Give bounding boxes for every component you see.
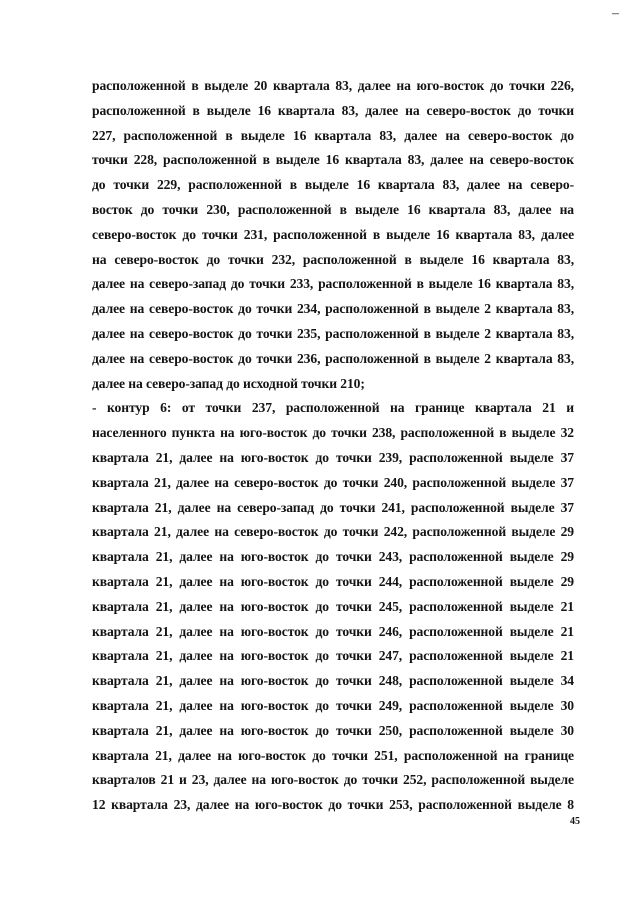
text-line: северо-восток до точки 231, расположенной в выделе 16 квартала 83, далее [92,226,574,242]
text-line: квартала 21, далее на юго-восток до точки 251, расположенной на границе [92,747,574,763]
text-line: до точки 229, расположенной в выделе 16 квартала 83, далее на северо- [92,177,574,193]
text-line: квартала 21, далее на юго-восток до точки 245, расположенной выделе 21 [92,598,574,614]
text-line: квартала 21, далее на северо-запад до точки 241, расположенной выделе 37 [92,499,574,515]
text-line: квартала 21, далее на юго-восток до точки 244, расположенной выделе 29 [92,573,574,589]
text-line: расположенной в выделе 20 квартала 83, далее на юго-восток до точки 226, [92,78,574,93]
text-line: квартала 21, далее на юго-восток до точки 243, расположенной выделе 29 [92,549,574,565]
text-line: - контур 6: от точки 237, расположенной на границе квартала 21 и [92,400,574,416]
text-line: далее на северо-восток до точки 236, расположенной в выделе 2 квартала 83, [92,350,574,366]
text-line: 227, расположенной в выделе 16 квартала 83, далее на северо-восток до [92,127,574,143]
text-line: восток до точки 230, расположенной в выделе 16 квартала 83, далее на [92,201,574,217]
text-line: квартала 21, далее на юго-восток до точки 249, расположенной выделе 30 [92,697,574,713]
text-line: далее на северо-запад до исходной точки 210; [92,375,365,391]
text-line: квартала 21, далее на юго-восток до точки 239, расположенной выделе 37 [92,449,574,465]
text-line: далее на северо-восток до точки 234, расположенной в выделе 2 квартала 83, [92,301,574,317]
text-line: квартала 21, далее на северо-восток до точки 242, расположенной выделе 29 [92,524,574,540]
page-number: 45 [570,816,580,827]
text-line: населенного пункта на юго-восток до точки 238, расположенной в выделе 32 [92,425,574,441]
text-line: 12 квартала 23, далее на юго-восток до точки 253, расположенной выделе 8 [92,797,574,813]
text-line: далее на северо-восток до точки 235, расположенной в выделе 2 квартала 83, [92,325,574,341]
text-line: точки 228, расположенной в выделе 16 квартала 83, далее на северо-восток [92,152,574,168]
text-line: квартала 21, далее на юго-восток до точки 248, расположенной выделе 34 [92,673,574,689]
text-line: далее на северо-запад до точки 233, расположенной в выделе 16 квартала 83, [92,276,574,292]
text-line: расположенной в выделе 16 квартала 83, далее на северо-восток до точки [92,102,574,118]
text-line: на северо-восток до точки 232, расположенной в выделе 16 квартала 83, [92,251,574,267]
body-text [92,74,574,818]
text-line: квартала 21, далее на юго-восток до точки 246, расположенной выделе 21 [92,623,574,639]
corner-mark: – [612,6,619,21]
text-line: квартала 21, далее на северо-восток до точки 240, расположенной выделе 37 [92,474,574,490]
text-line: квартала 21, далее на юго-восток до точки 247, расположенной выделе 21 [92,648,574,664]
text-line: квартала 21, далее на юго-восток до точки 250, расположенной выделе 30 [92,722,574,738]
text-line: кварталов 21 и 23, далее на юго-восток до точки 252, расположенной выделе [92,772,574,788]
